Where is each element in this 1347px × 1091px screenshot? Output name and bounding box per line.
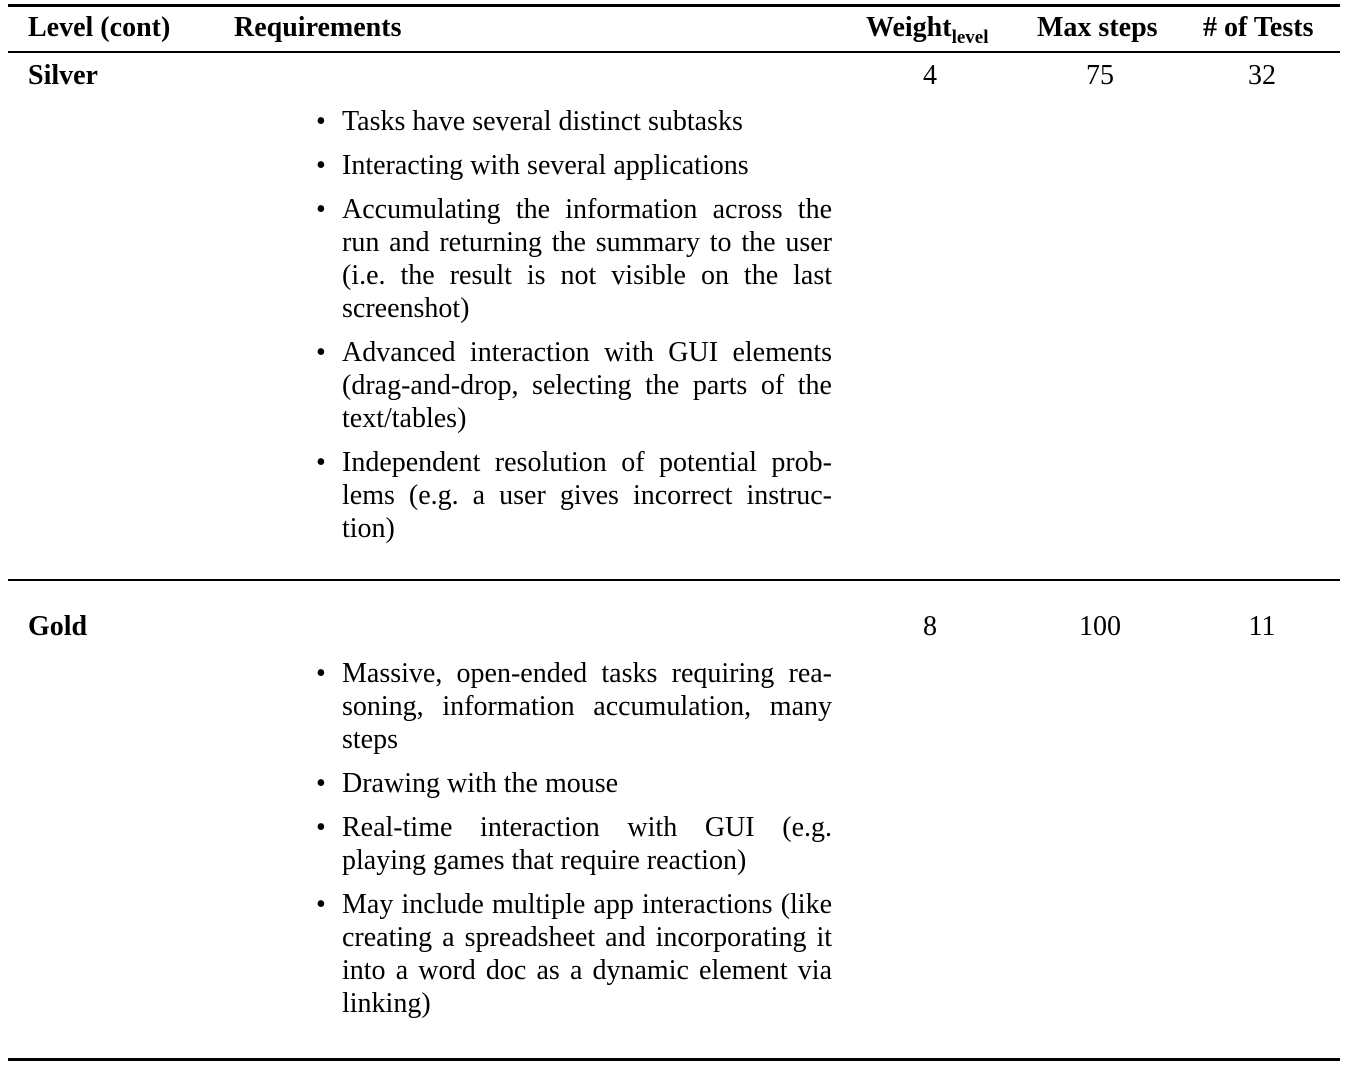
requirement-text: Advanced interaction with GUI elements (drag-and-drop, selecting the parts of the text/tables) bbox=[342, 337, 832, 434]
weight-gold: 8 bbox=[923, 611, 937, 642]
requirement-text: Real-time interaction with GUI (e.g. playing games that require reaction) bbox=[342, 812, 832, 876]
requirement-item bbox=[310, 767, 832, 800]
table-top-rule bbox=[8, 4, 1340, 7]
bullet-glyph: • bbox=[316, 658, 326, 689]
requirement-item bbox=[310, 811, 832, 877]
bullet-glyph: • bbox=[316, 150, 326, 181]
requirement-item bbox=[310, 193, 832, 325]
header-level: Level (cont) bbox=[28, 12, 171, 43]
requirement-text: Massive, open-ended tasks requiring reasoning, information accumulation, many steps bbox=[342, 658, 832, 755]
requirement-text: May include multiple app interactions (like creating a spreadsheet and incorporating it into a word doc as a dynamic element via linking) bbox=[342, 889, 832, 1019]
requirement-text: Drawing with the mouse bbox=[342, 768, 619, 799]
header-tests: # of Tests bbox=[1203, 12, 1314, 43]
max-steps-silver: 75 bbox=[1086, 60, 1114, 91]
header-requirements: Requirements bbox=[234, 12, 402, 43]
tests-gold: 11 bbox=[1248, 611, 1276, 642]
requirement-text: Accumulating the information across the run and returning the summary to the user (i.e. the result is not visible on the last screenshot) bbox=[342, 194, 832, 324]
requirement-text: Independent resolution of potential problems (e.g. a user gives incorrect instruction) bbox=[342, 447, 832, 544]
bullet-glyph: • bbox=[316, 889, 326, 920]
bullet-glyph: • bbox=[316, 768, 326, 799]
bullet-glyph: • bbox=[316, 447, 326, 478]
requirement-item bbox=[310, 657, 832, 756]
requirement-item bbox=[310, 149, 832, 182]
requirement-text: Tasks have several distinct subtasks bbox=[342, 106, 743, 137]
table-bottom-rule bbox=[8, 1058, 1340, 1061]
row-separator-rule bbox=[8, 579, 1340, 581]
level-name-silver: Silver bbox=[28, 60, 98, 91]
bullet-glyph: • bbox=[316, 194, 326, 225]
header-weight bbox=[866, 8, 989, 48]
requirements-list-silver bbox=[310, 105, 832, 556]
bullet-glyph: • bbox=[316, 812, 326, 843]
bullet-glyph: • bbox=[316, 106, 326, 137]
max-steps-gold: 100 bbox=[1079, 611, 1121, 642]
requirement-item bbox=[310, 105, 832, 138]
tests-silver: 32 bbox=[1248, 60, 1276, 91]
requirement-text: Interacting with several applications bbox=[342, 150, 749, 181]
requirement-item bbox=[310, 336, 832, 435]
requirement-item bbox=[310, 446, 832, 545]
requirement-item bbox=[310, 888, 832, 1020]
weight-silver: 4 bbox=[923, 60, 937, 91]
requirements-list-gold bbox=[310, 657, 832, 1031]
bullet-glyph: • bbox=[316, 337, 326, 368]
header-rule bbox=[8, 51, 1340, 53]
header-weight-main: Weight bbox=[866, 12, 952, 43]
header-weight-subscript: level bbox=[951, 27, 989, 48]
header-max-steps: Max steps bbox=[1037, 12, 1158, 43]
level-name-gold: Gold bbox=[28, 611, 88, 642]
